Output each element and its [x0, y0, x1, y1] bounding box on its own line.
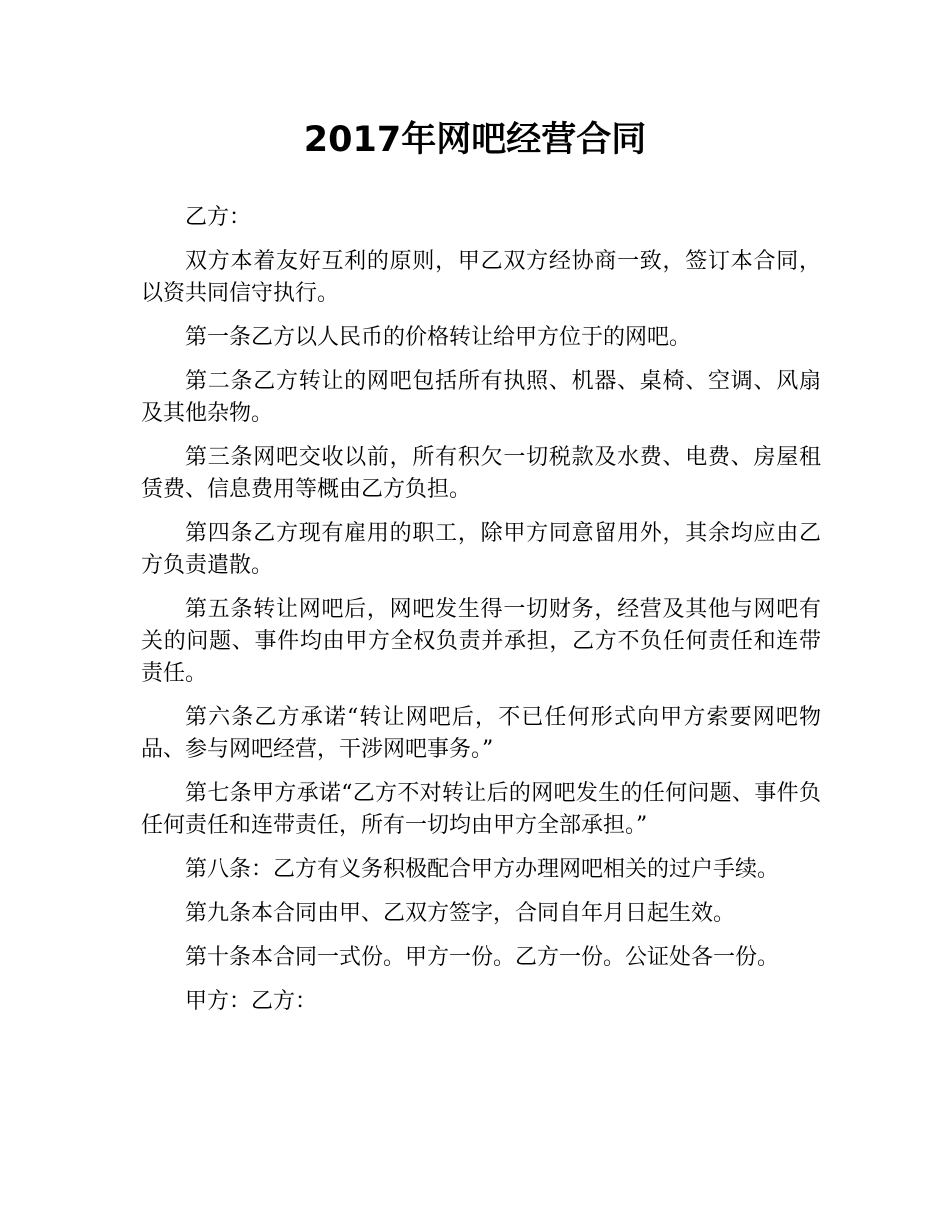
party-b-line: 乙方：	[185, 205, 252, 230]
article-3: 第三条网吧交收以前，所有积欠一切税款及水费、电费、房屋租赁费、信息费用等概由乙方负担。	[141, 445, 821, 502]
article-9: 第九条本合同由甲、乙双方签字，合同自年月日起生效。	[185, 901, 736, 926]
article-1: 第一条乙方以人民币的价格转让给甲方位于的网吧。	[185, 325, 692, 350]
article-4: 第四条乙方现有雇用的职工，除甲方同意留用外，其余均应由乙方负责遣散。	[141, 521, 821, 578]
article-10: 第十条本合同一式份。甲方一份。乙方一份。公证处各一份。	[185, 945, 780, 970]
article-6: 第六条乙方承诺“转让网吧后，不已任何形式向甲方索要网吧物品、参与网吧经营，干涉网吧事务。”	[141, 705, 821, 762]
signature-line: 甲方：乙方：	[185, 989, 318, 1014]
document-body	[141, 202, 821, 1030]
document-title: 2017年网吧经营合同	[303, 120, 647, 160]
article-7: 第七条甲方承诺“乙方不对转让后的网吧发生的任何问题、事件负任何责任和连带责任，所有一切均由甲方全部承担。”	[141, 781, 821, 838]
preamble-paragraph: 双方本着友好互利的原则，甲乙双方经协商一致，签订本合同，以资共同信守执行。	[141, 249, 821, 306]
article-8: 第八条：乙方有义务积极配合甲方办理网吧相关的过户手续。	[185, 857, 780, 882]
article-5: 第五条转让网吧后，网吧发生得一切财务，经营及其他与网吧有关的问题、事件均由甲方全权负责并承担，乙方不负任何责任和连带责任。	[141, 597, 821, 686]
article-2: 第二条乙方转让的网吧包括所有执照、机器、桌椅、空调、风扇及其他杂物。	[141, 369, 821, 426]
